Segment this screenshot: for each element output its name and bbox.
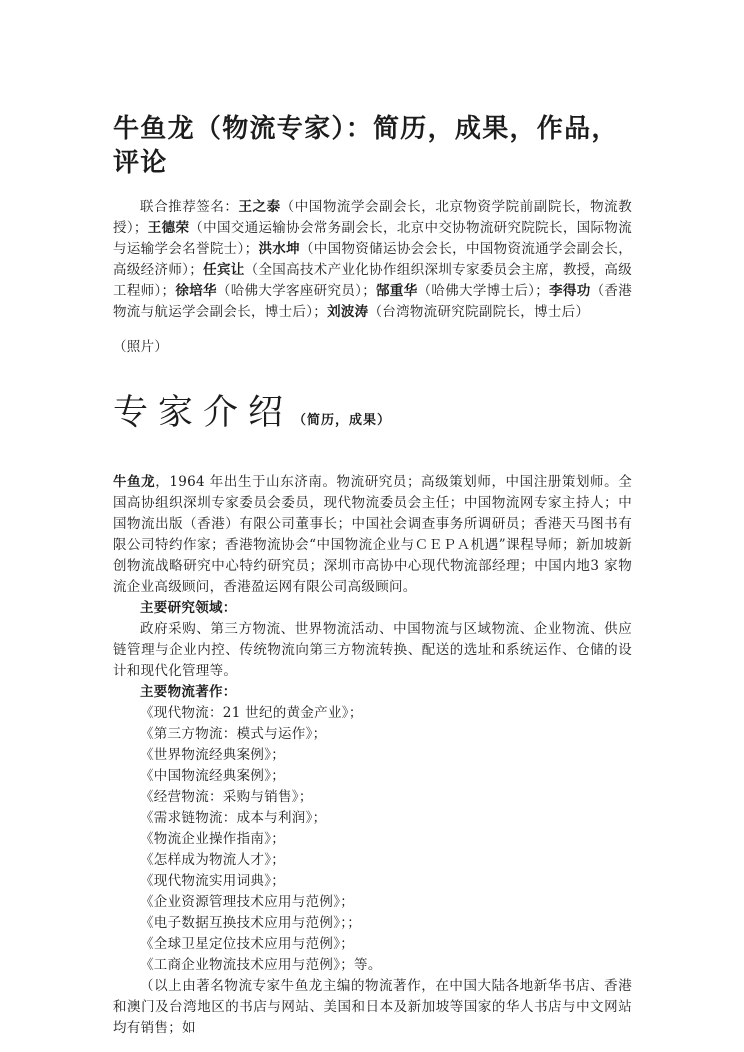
closing-paragraph: （以上由著名物流专家牛鱼龙主编的物流著作，在中国大陆各地新华书店、香港和澳门及台湾地区的书店与网站、美国和日本及新加坡等国家的华人书店与中文网站均有销售；如 [113, 978, 632, 1036]
person-name: 李得功 [549, 283, 591, 299]
person-name: 刘波涛 [327, 304, 369, 320]
book-item: 《世界物流经典案例》； [140, 747, 286, 763]
photo-placeholder: （照片） [113, 339, 169, 355]
book-item: 《全球卫星定位技术应用与范例》； [140, 936, 355, 952]
document-title: 牛鱼龙（物流专家）：简历，成果，作品，评论 [113, 114, 619, 178]
bio-paragraph [113, 472, 632, 598]
book-item: 《工商企业物流技术应用与范例》；等。 [140, 957, 382, 973]
text-run: ，1964 年出生于山东济南。物流研究员；高级策划师，中国注册策划师。全国高协组织深圳专家委员会委员，现代物流委员会主任；中国物流网专家主持人；中国物流出版（香港）有限公司董事长；中国社会调查事务所调研员；香港天马图书有限公司特约作家；香港物流协会“中国物流企业与ＣＥＰＡ机遇”课程导师；新加坡新创物流战略研究中心特约研究员；深圳市高协中心现代物流部经理；中国内地3 家物流企业高级顾问，香港盈运网有限公司高级顾问。 [113, 474, 633, 595]
research-areas-heading: 主要研究领域： [140, 600, 237, 616]
person-name: 洪水坤 [258, 241, 300, 257]
book-item: 《现代物流实用词典》； [140, 873, 286, 889]
book-item: 《第三方物流：模式与运作》； [140, 726, 327, 742]
text-run: （中国物资储运协会会长，中国物资流通学会副会长，高级经济师）； [113, 241, 632, 278]
section-heading [113, 390, 632, 444]
text-run: 联合推荐签名： [140, 199, 239, 215]
text-run: （全国高技术产业化协作组织深圳专家委员会主席，教授，高级工程师）； [113, 262, 632, 299]
person-name: 牛鱼龙 [113, 474, 156, 490]
works-list [113, 703, 632, 976]
text-run: （哈佛大学客座研究员）； [216, 283, 377, 299]
book-item: 《企业资源管理技术应用与范例》； [140, 894, 355, 910]
person-name: 徐培华 [175, 283, 217, 299]
section-heading-main: 专家介绍 [113, 393, 294, 433]
works-heading: 主要物流著作： [140, 684, 237, 700]
text-run: （中国物流学会副会长，北京物资学院前副院长，物流教授）； [113, 199, 632, 236]
text-run: （哈佛大学博士后）； [417, 283, 550, 299]
person-name: 王德荣 [147, 220, 190, 236]
recommendation-paragraph [113, 197, 632, 323]
book-item: 《怎样成为物流人才》； [140, 852, 286, 868]
research-areas-body: 政府采购、第三方物流、世界物流活动、中国物流与区域物流、企业物流、供应链管理与企业内控、传统物流向第三方物流转换、配送的选址和系统运作、仓储的设计和现代化管理等。 [113, 621, 632, 679]
book-item: 《电子数据互换技术应用与范例》；； [140, 915, 362, 931]
book-item: 《现代物流：21 世纪的黄金产业》； [140, 705, 363, 721]
text-run: （台湾物流研究院副院长，博士后） [368, 304, 590, 320]
section-heading-sub: （简历，成果） [293, 413, 392, 428]
text-run: （中国交通运输协会常务副会长，北京中交协物流研究院院长，国际物流与运输学会名誉院士）； [113, 220, 632, 257]
book-item: 《经营物流：采购与销售》； [140, 789, 313, 805]
book-item: 《中国物流经典案例》； [140, 768, 286, 784]
text-run: （香港物流与航运学会副会长，博士后）； [113, 283, 633, 320]
person-name: 任宾让 [203, 262, 245, 278]
book-item: 《需求链物流：成本与利润》； [140, 810, 327, 826]
person-name: 郜重华 [376, 283, 418, 299]
person-name: 王之泰 [238, 199, 281, 215]
book-item: 《物流企业操作指南》； [140, 831, 286, 847]
